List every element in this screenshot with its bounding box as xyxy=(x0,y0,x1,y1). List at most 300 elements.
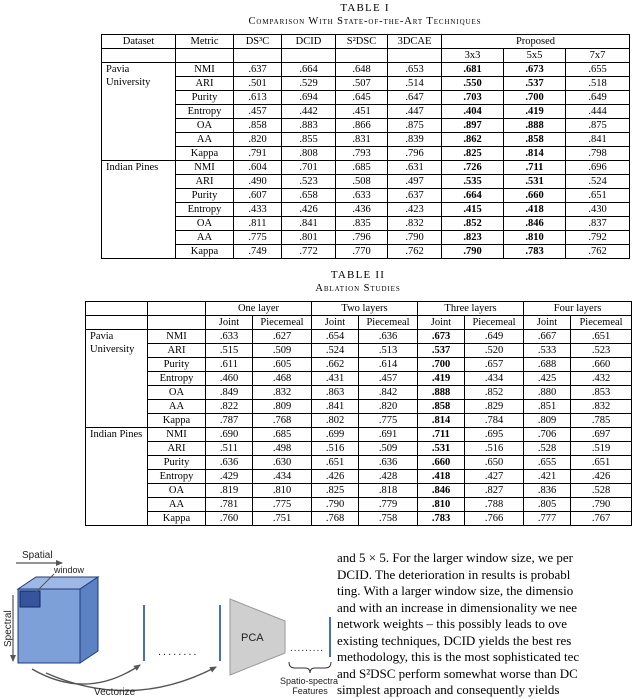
table-row xyxy=(102,161,630,175)
table-row xyxy=(86,344,632,358)
value-cell: .767 xyxy=(571,512,632,526)
value-cell: .711 xyxy=(418,428,465,442)
value-cell: .681 xyxy=(442,63,504,77)
body-text-line: and S²DSC perform somewhat worse than DC xyxy=(337,665,578,681)
value-cell: .457 xyxy=(359,372,418,386)
value-cell: .841 xyxy=(282,217,336,231)
value-cell: .429 xyxy=(206,470,253,484)
value-cell: .658 xyxy=(282,189,336,203)
value-cell: .650 xyxy=(465,456,524,470)
col-header-window: 7x7 xyxy=(566,49,630,63)
value-cell: .862 xyxy=(442,133,504,147)
value-cell: .751 xyxy=(253,512,312,526)
value-cell: .809 xyxy=(253,400,312,414)
blank-cell xyxy=(86,302,148,316)
value-cell: .535 xyxy=(442,175,504,189)
value-cell: .685 xyxy=(253,428,312,442)
metric-cell: Purity xyxy=(148,456,206,470)
value-cell: .827 xyxy=(465,484,524,498)
value-cell: .415 xyxy=(442,203,504,217)
metric-cell: ARI xyxy=(176,175,234,189)
value-cell: .633 xyxy=(206,330,253,344)
col-header-piecemeal: Piecemeal xyxy=(571,316,632,330)
value-cell: .790 xyxy=(388,231,442,245)
value-cell: .852 xyxy=(465,386,524,400)
table2-header-row-2 xyxy=(86,316,632,330)
table-row xyxy=(86,358,632,372)
value-cell: .790 xyxy=(312,498,359,512)
col-header-piecemeal: Piecemeal xyxy=(359,316,418,330)
metric-cell: Entropy xyxy=(148,470,206,484)
value-cell: .811 xyxy=(234,217,282,231)
value-cell: .419 xyxy=(504,105,566,119)
value-cell: .768 xyxy=(312,512,359,526)
value-cell: .660 xyxy=(418,456,465,470)
value-cell: .645 xyxy=(336,91,388,105)
col-header-piecemeal: Piecemeal xyxy=(253,316,312,330)
value-cell: .431 xyxy=(312,372,359,386)
value-cell: .787 xyxy=(206,414,253,428)
value-cell: .888 xyxy=(504,119,566,133)
value-cell: .783 xyxy=(418,512,465,526)
value-cell: .858 xyxy=(234,119,282,133)
value-cell: .523 xyxy=(282,175,336,189)
metric-cell: NMI xyxy=(148,428,206,442)
metric-cell: OA xyxy=(176,217,234,231)
table-row xyxy=(86,400,632,414)
col-header-layers: Three layers xyxy=(418,302,524,316)
value-cell: .701 xyxy=(282,161,336,175)
value-cell: .673 xyxy=(418,330,465,344)
spectral-label: Spectral xyxy=(3,610,14,647)
value-cell: .432 xyxy=(571,372,632,386)
table-row xyxy=(102,91,630,105)
value-cell: .515 xyxy=(206,344,253,358)
value-cell: .508 xyxy=(336,175,388,189)
value-cell: .511 xyxy=(206,442,253,456)
ellipsis-left: ........ xyxy=(158,646,199,658)
metric-cell: NMI xyxy=(148,330,206,344)
value-cell: .819 xyxy=(206,484,253,498)
value-cell: .694 xyxy=(282,91,336,105)
metric-cell: Purity xyxy=(148,358,206,372)
value-cell: .514 xyxy=(388,77,442,91)
value-cell: .875 xyxy=(566,119,630,133)
table-row xyxy=(102,203,630,217)
value-cell: .550 xyxy=(442,77,504,91)
value-cell: .651 xyxy=(312,456,359,470)
value-cell: .430 xyxy=(566,203,630,217)
value-cell: .792 xyxy=(566,231,630,245)
col-header-layers: Four layers xyxy=(524,302,632,316)
table-row xyxy=(86,484,632,498)
table-row xyxy=(102,105,630,119)
value-cell: .460 xyxy=(206,372,253,386)
value-cell: .880 xyxy=(524,386,571,400)
value-cell: .696 xyxy=(566,161,630,175)
value-cell: .788 xyxy=(465,498,524,512)
value-cell: .866 xyxy=(336,119,388,133)
table-row xyxy=(102,133,630,147)
value-cell: .822 xyxy=(206,400,253,414)
value-cell: .654 xyxy=(312,330,359,344)
value-cell: .630 xyxy=(253,456,312,470)
value-cell: .790 xyxy=(571,498,632,512)
value-cell: .841 xyxy=(312,400,359,414)
body-text-line: network weights – this possibly leads to ove xyxy=(337,616,568,631)
value-cell: .851 xyxy=(524,400,571,414)
value-cell: .836 xyxy=(524,484,571,498)
blank-cell xyxy=(176,49,234,63)
value-cell: .427 xyxy=(465,470,524,484)
table2-header-row-1 xyxy=(86,302,632,316)
value-cell: .442 xyxy=(282,105,336,119)
table-row xyxy=(86,512,632,526)
value-cell: .605 xyxy=(253,358,312,372)
value-cell: .783 xyxy=(504,245,566,259)
body-text-line: ting. With a larger window size, the dimensio xyxy=(337,583,574,598)
value-cell: .801 xyxy=(282,231,336,245)
col-header-piecemeal: Piecemeal xyxy=(465,316,524,330)
value-cell: .648 xyxy=(336,63,388,77)
metric-cell: OA xyxy=(148,386,206,400)
dataset-cell: Pavia University xyxy=(102,63,176,161)
value-cell: .655 xyxy=(566,63,630,77)
blank-cell xyxy=(388,49,442,63)
table-row xyxy=(86,330,632,344)
metric-cell: AA xyxy=(148,400,206,414)
value-cell: .691 xyxy=(359,428,418,442)
value-cell: .425 xyxy=(524,372,571,386)
body-text-line: existing techniques, DCID yields the best res xyxy=(337,632,572,648)
col-header-dataset: Dataset xyxy=(102,35,176,49)
blank-cell xyxy=(86,316,148,330)
table1-header-row-1 xyxy=(102,35,630,49)
value-cell: .513 xyxy=(359,344,418,358)
value-cell: .846 xyxy=(504,217,566,231)
value-cell: .426 xyxy=(571,470,632,484)
metric-cell: Entropy xyxy=(176,105,234,119)
value-cell: .796 xyxy=(388,147,442,161)
value-cell: .690 xyxy=(206,428,253,442)
value-cell: .433 xyxy=(234,203,282,217)
metric-cell: NMI xyxy=(176,161,234,175)
metric-cell: NMI xyxy=(176,63,234,77)
value-cell: .434 xyxy=(253,470,312,484)
value-cell: .662 xyxy=(312,358,359,372)
value-cell: .846 xyxy=(418,484,465,498)
value-cell: .820 xyxy=(234,133,282,147)
col-header-proposed: Proposed xyxy=(442,35,630,49)
blank-cell xyxy=(102,49,176,63)
value-cell: .849 xyxy=(206,386,253,400)
value-cell: .810 xyxy=(418,498,465,512)
value-cell: .809 xyxy=(524,414,571,428)
value-cell: .695 xyxy=(465,428,524,442)
value-cell: .524 xyxy=(566,175,630,189)
value-cell: .781 xyxy=(206,498,253,512)
metric-cell: AA xyxy=(148,498,206,512)
value-cell: .875 xyxy=(388,119,442,133)
value-cell: .814 xyxy=(418,414,465,428)
value-cell: .852 xyxy=(442,217,504,231)
body-text-line: and with an increase in dimensionality we nee xyxy=(337,599,578,615)
value-cell: .419 xyxy=(418,372,465,386)
value-cell: .649 xyxy=(566,91,630,105)
dataset-cell: Pavia University xyxy=(86,330,148,428)
value-cell: .457 xyxy=(234,105,282,119)
value-cell: .507 xyxy=(336,77,388,91)
value-cell: .805 xyxy=(524,498,571,512)
value-cell: .835 xyxy=(336,217,388,231)
value-cell: .685 xyxy=(336,161,388,175)
value-cell: .647 xyxy=(388,91,442,105)
value-cell: .468 xyxy=(253,372,312,386)
metric-cell: Kappa xyxy=(148,414,206,428)
table-row xyxy=(102,119,630,133)
col-header-method: 3DCAE xyxy=(388,35,442,49)
value-cell: .523 xyxy=(571,344,632,358)
value-cell: .798 xyxy=(566,147,630,161)
value-cell: .760 xyxy=(206,512,253,526)
value-cell: .785 xyxy=(571,414,632,428)
value-cell: .657 xyxy=(465,358,524,372)
value-cell: .528 xyxy=(524,442,571,456)
value-cell: .770 xyxy=(336,245,388,259)
value-cell: .775 xyxy=(359,414,418,428)
value-cell: .533 xyxy=(524,344,571,358)
blank-cell xyxy=(148,316,206,330)
value-cell: .498 xyxy=(253,442,312,456)
metric-cell: AA xyxy=(176,231,234,245)
metric-cell: ARI xyxy=(176,77,234,91)
value-cell: .627 xyxy=(253,330,312,344)
value-cell: .839 xyxy=(388,133,442,147)
features-label-1: Spatio-spectral xyxy=(279,676,338,686)
hsi-cube-side-face xyxy=(80,577,98,663)
value-cell: .651 xyxy=(571,330,632,344)
value-cell: .837 xyxy=(566,217,630,231)
value-cell: .636 xyxy=(359,456,418,470)
value-cell: .636 xyxy=(359,330,418,344)
value-cell: .631 xyxy=(388,161,442,175)
value-cell: .700 xyxy=(504,91,566,105)
metric-cell: Purity xyxy=(176,91,234,105)
metric-cell: ARI xyxy=(148,344,206,358)
value-cell: .653 xyxy=(388,63,442,77)
table-row xyxy=(86,442,632,456)
blank-cell xyxy=(234,49,282,63)
value-cell: .537 xyxy=(504,77,566,91)
metric-cell: Entropy xyxy=(148,372,206,386)
blank-cell xyxy=(336,49,388,63)
col-header-window: 5x5 xyxy=(504,49,566,63)
metric-cell: Entropy xyxy=(176,203,234,217)
table-row xyxy=(86,498,632,512)
value-cell: .501 xyxy=(234,77,282,91)
value-cell: .842 xyxy=(359,386,418,400)
table1-caption-label: TABLE I xyxy=(340,2,390,14)
value-cell: .667 xyxy=(524,330,571,344)
value-cell: .700 xyxy=(418,358,465,372)
col-header-layers: Two layers xyxy=(312,302,418,316)
features-label-2: Features xyxy=(292,686,328,696)
value-cell: .832 xyxy=(388,217,442,231)
table1-header-row-2 xyxy=(102,49,630,63)
metric-cell: ARI xyxy=(148,442,206,456)
value-cell: .858 xyxy=(504,133,566,147)
value-cell: .863 xyxy=(312,386,359,400)
value-cell: .434 xyxy=(465,372,524,386)
value-cell: .825 xyxy=(312,484,359,498)
body-text-column xyxy=(337,550,640,699)
table-row xyxy=(102,245,630,259)
value-cell: .604 xyxy=(234,161,282,175)
value-cell: .749 xyxy=(234,245,282,259)
value-cell: .649 xyxy=(465,330,524,344)
metric-cell: AA xyxy=(176,133,234,147)
value-cell: .779 xyxy=(359,498,418,512)
metric-cell: OA xyxy=(148,484,206,498)
value-cell: .790 xyxy=(442,245,504,259)
value-cell: .529 xyxy=(282,77,336,91)
value-cell: .688 xyxy=(524,358,571,372)
col-header-method: S²DSC xyxy=(336,35,388,49)
value-cell: .519 xyxy=(571,442,632,456)
value-cell: .524 xyxy=(312,344,359,358)
value-cell: .518 xyxy=(566,77,630,91)
value-cell: .636 xyxy=(206,456,253,470)
value-cell: .897 xyxy=(442,119,504,133)
value-cell: .858 xyxy=(418,400,465,414)
value-cell: .832 xyxy=(253,386,312,400)
comparison-table xyxy=(101,34,630,259)
spatial-label: Spatial xyxy=(22,550,53,561)
value-cell: .528 xyxy=(571,484,632,498)
value-cell: .791 xyxy=(234,147,282,161)
value-cell: .883 xyxy=(282,119,336,133)
value-cell: .633 xyxy=(336,189,388,203)
value-cell: .444 xyxy=(566,105,630,119)
value-cell: .823 xyxy=(442,231,504,245)
value-cell: .537 xyxy=(418,344,465,358)
table2-caption-label: TABLE II xyxy=(330,269,386,281)
value-cell: .490 xyxy=(234,175,282,189)
value-cell: .426 xyxy=(312,470,359,484)
value-cell: .810 xyxy=(253,484,312,498)
col-header-joint: Joint xyxy=(524,316,571,330)
value-cell: .428 xyxy=(359,470,418,484)
value-cell: .784 xyxy=(465,414,524,428)
value-cell: .418 xyxy=(418,470,465,484)
window-label: window xyxy=(54,565,85,575)
table-row xyxy=(86,386,632,400)
pca-label: PCA xyxy=(241,632,264,644)
col-header-joint: Joint xyxy=(418,316,465,330)
ellipsis-right: ......... xyxy=(290,643,325,654)
architecture-figure xyxy=(2,547,338,699)
table-row xyxy=(102,147,630,161)
features-brace xyxy=(289,662,331,673)
value-cell: .758 xyxy=(359,512,418,526)
blank-cell xyxy=(282,49,336,63)
value-cell: .768 xyxy=(253,414,312,428)
value-cell: .613 xyxy=(234,91,282,105)
value-cell: .447 xyxy=(388,105,442,119)
value-cell: .706 xyxy=(524,428,571,442)
col-header-joint: Joint xyxy=(206,316,253,330)
value-cell: .660 xyxy=(504,189,566,203)
col-header-layers: One layer xyxy=(206,302,312,316)
value-cell: .418 xyxy=(504,203,566,217)
table-row xyxy=(86,470,632,484)
value-cell: .818 xyxy=(359,484,418,498)
body-text-line: DCID. The deterioration in results is probabl xyxy=(337,566,571,582)
value-cell: .726 xyxy=(442,161,504,175)
metric-cell: Kappa xyxy=(176,245,234,259)
value-cell: .637 xyxy=(388,189,442,203)
value-cell: .855 xyxy=(282,133,336,147)
ablation-table xyxy=(85,301,632,526)
value-cell: .436 xyxy=(336,203,388,217)
body-text-line: and 5 × 5. For the larger window size, we per xyxy=(337,550,573,565)
value-cell: .497 xyxy=(388,175,442,189)
table-row xyxy=(102,189,630,203)
value-cell: .825 xyxy=(442,147,504,161)
value-cell: .531 xyxy=(418,442,465,456)
table1-section xyxy=(101,2,629,259)
table-row xyxy=(86,372,632,386)
dataset-cell: Indian Pines xyxy=(102,161,176,259)
value-cell: .703 xyxy=(442,91,504,105)
value-cell: .531 xyxy=(504,175,566,189)
value-cell: .426 xyxy=(282,203,336,217)
table1-caption-title: Comparison With State-of-the-Art Techniques xyxy=(248,16,482,27)
table-row xyxy=(102,175,630,189)
value-cell: .772 xyxy=(282,245,336,259)
value-cell: .664 xyxy=(282,63,336,77)
col-header-joint: Joint xyxy=(312,316,359,330)
value-cell: .664 xyxy=(442,189,504,203)
value-cell: .655 xyxy=(524,456,571,470)
value-cell: .829 xyxy=(465,400,524,414)
value-cell: .660 xyxy=(571,358,632,372)
col-header-window: 3x3 xyxy=(442,49,504,63)
value-cell: .762 xyxy=(388,245,442,259)
metric-cell: Kappa xyxy=(148,512,206,526)
value-cell: .793 xyxy=(336,147,388,161)
value-cell: .775 xyxy=(253,498,312,512)
value-cell: .611 xyxy=(206,358,253,372)
value-cell: .814 xyxy=(504,147,566,161)
value-cell: .853 xyxy=(571,386,632,400)
table-row xyxy=(102,77,630,91)
value-cell: .697 xyxy=(571,428,632,442)
value-cell: .777 xyxy=(524,512,571,526)
value-cell: .509 xyxy=(359,442,418,456)
value-cell: .766 xyxy=(465,512,524,526)
table2-section xyxy=(85,269,631,526)
value-cell: .637 xyxy=(234,63,282,77)
value-cell: .888 xyxy=(418,386,465,400)
col-header-method: DCID xyxy=(282,35,336,49)
blank-cell xyxy=(148,302,206,316)
table-row xyxy=(102,63,630,77)
table-row xyxy=(102,217,630,231)
figure-canvas xyxy=(2,547,338,699)
table-row xyxy=(102,231,630,245)
table-row xyxy=(86,414,632,428)
